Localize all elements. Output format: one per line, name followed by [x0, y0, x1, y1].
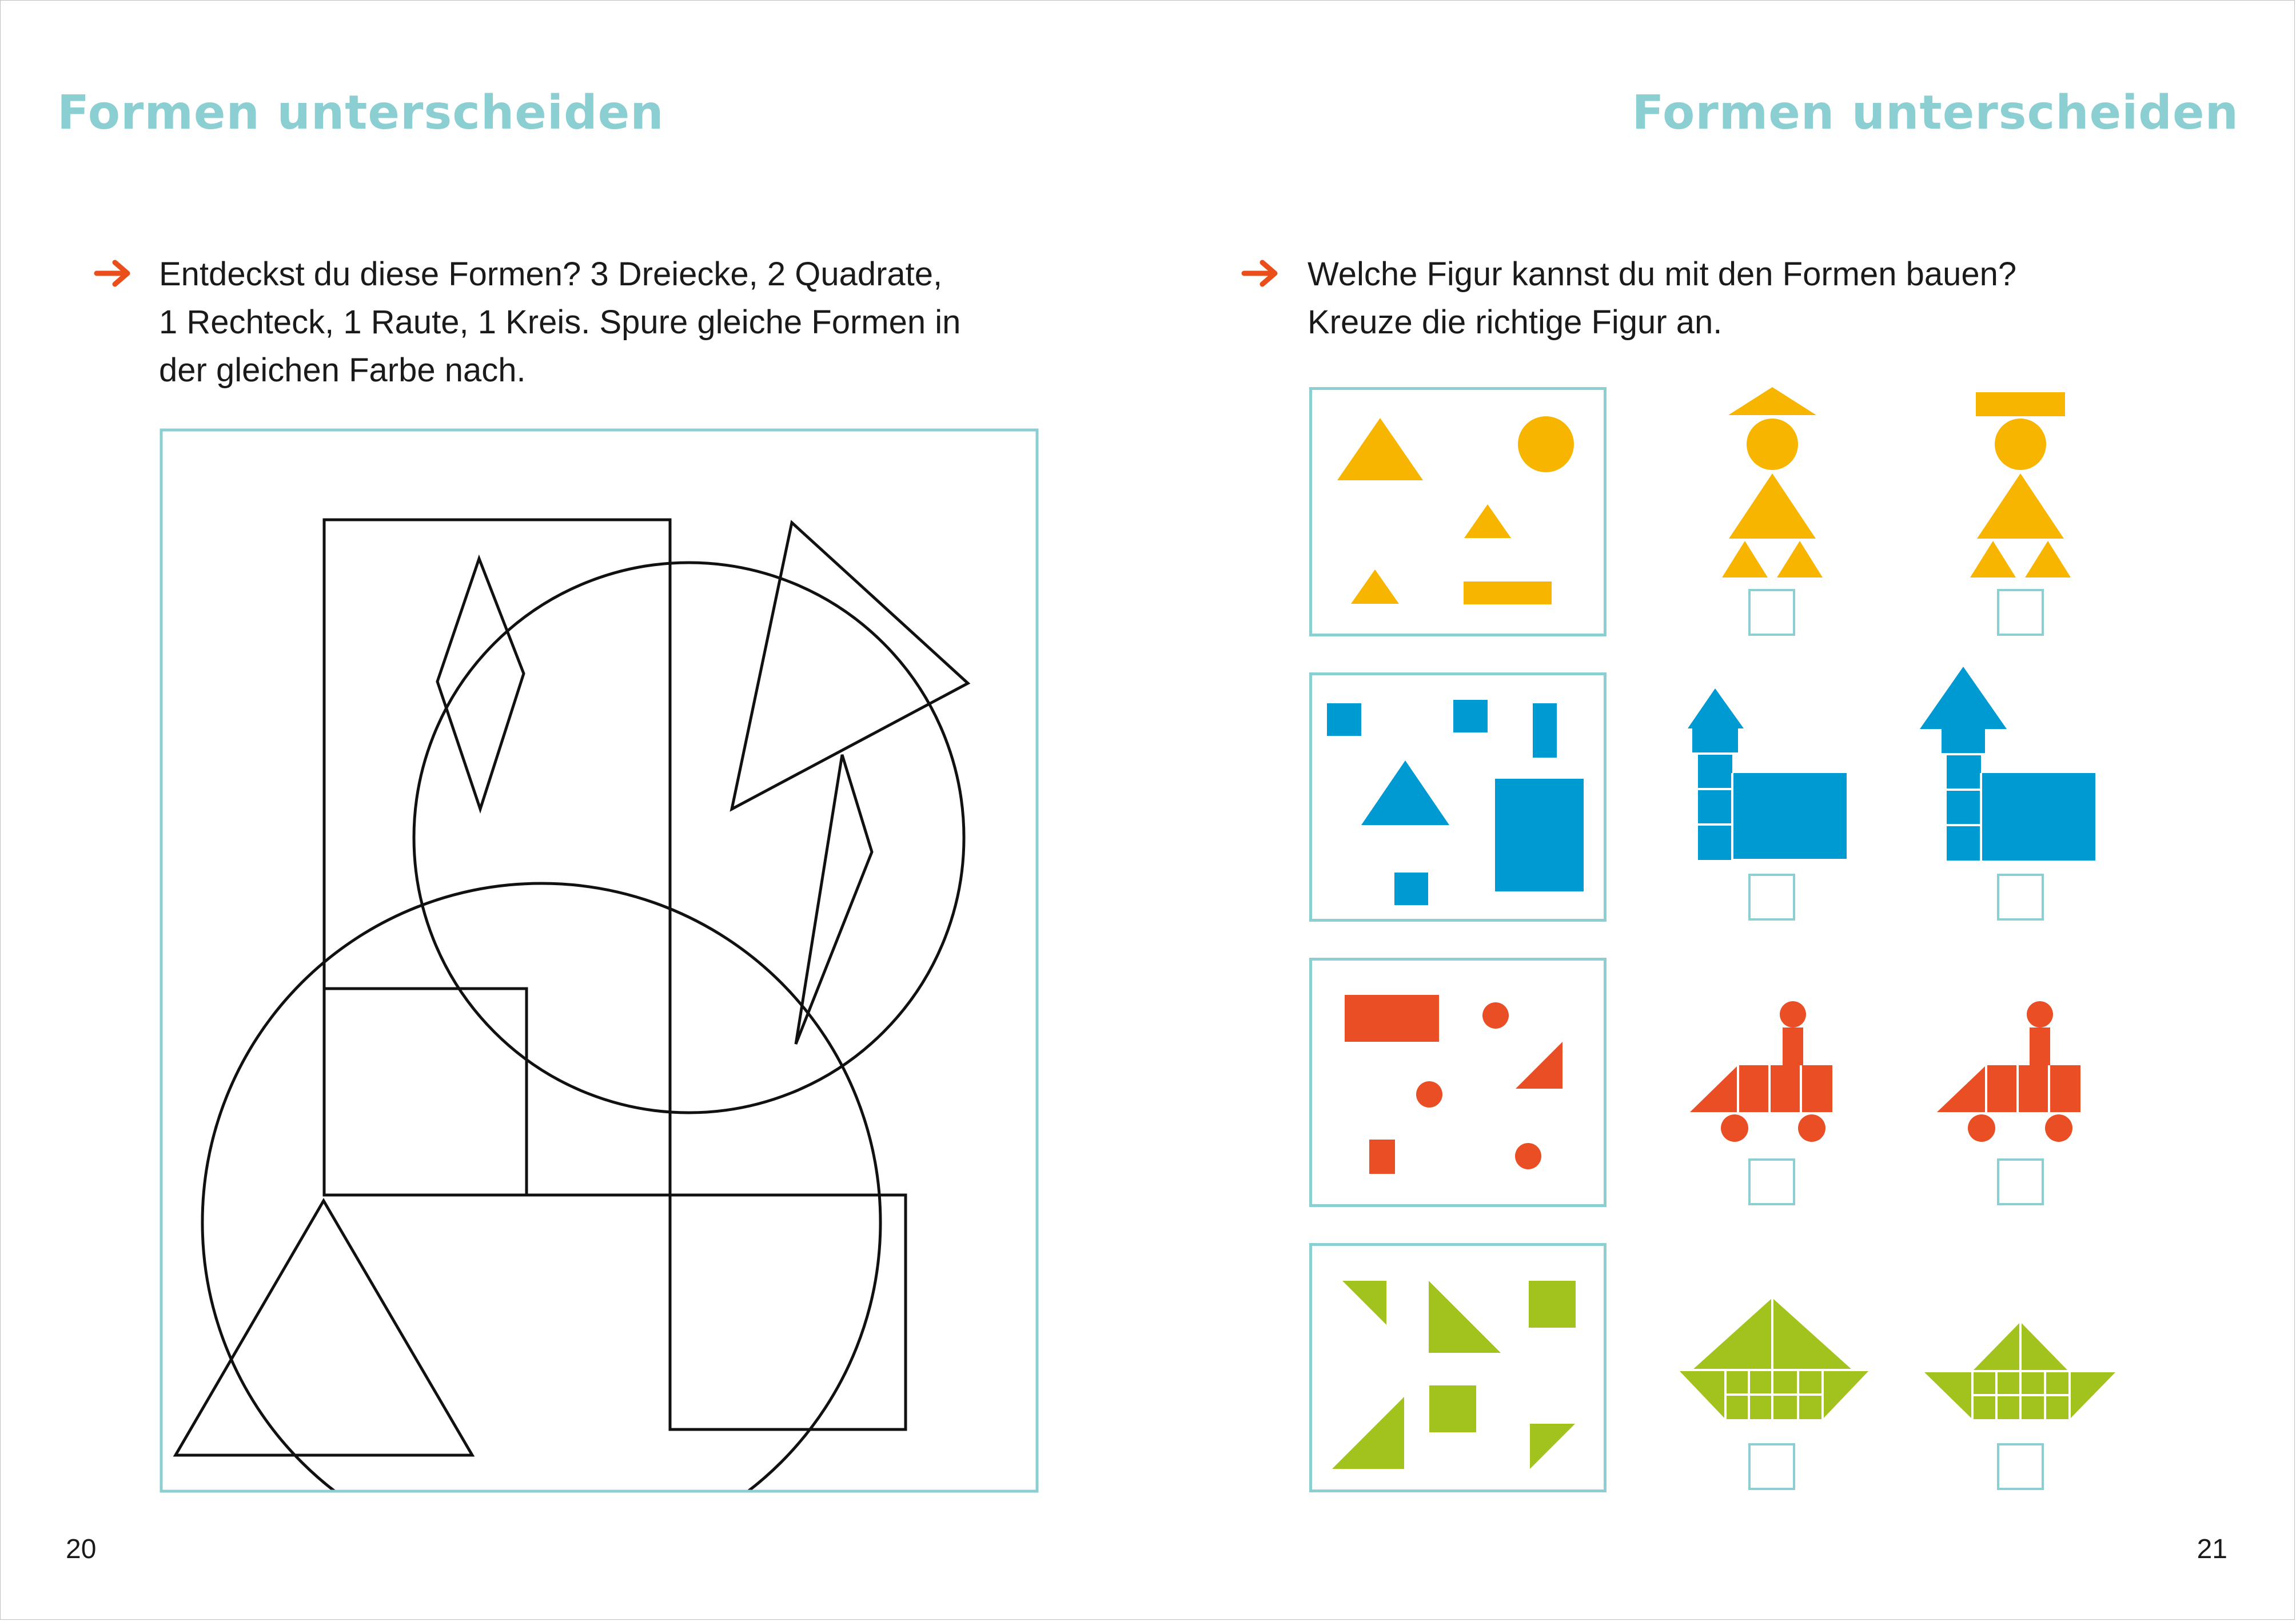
red-shapes — [1345, 995, 1562, 1174]
instruction-line: Kreuze die richtige Figur an. — [1308, 304, 1723, 341]
checkbox-yellow-a[interactable] — [1748, 589, 1795, 636]
page-number-right: 21 — [2197, 1534, 2227, 1564]
page-title-left: Formen unterscheiden — [57, 86, 664, 140]
red-figure-a — [1690, 1001, 1832, 1142]
page-number-left: 20 — [66, 1534, 97, 1564]
checkbox-blue-b[interactable] — [1997, 874, 2044, 921]
green-shapes — [1332, 1281, 1576, 1469]
checkbox-green-b[interactable] — [1997, 1443, 2044, 1490]
instruction-line: 1 Rechteck, 1 Raute, 1 Kreis. Spure gleiche Formen in — [159, 304, 961, 341]
instruction-line: der gleichen Farbe nach. — [159, 352, 526, 389]
checkbox-yellow-b[interactable] — [1997, 589, 2044, 636]
checkbox-red-b[interactable] — [1997, 1158, 2044, 1205]
blue-figure-b — [1920, 667, 2095, 861]
green-figure-a — [1679, 1298, 1870, 1419]
yellow-figure-a — [1722, 387, 1823, 577]
yellow-shapes — [1337, 416, 1574, 604]
checkbox-blue-a[interactable] — [1748, 874, 1795, 921]
page-title-right: Formen unterscheiden — [1632, 86, 2239, 140]
green-figure-b — [1923, 1322, 2116, 1419]
blue-figure-a — [1688, 688, 1847, 860]
yellow-figure-b — [1970, 392, 2071, 577]
checkbox-red-a[interactable] — [1748, 1158, 1795, 1205]
instruction-line: Entdeckst du diese Formen? 3 Dreiecke, 2 Quadrate, — [159, 256, 943, 293]
checkbox-green-a[interactable] — [1748, 1443, 1795, 1490]
blue-shapes — [1327, 700, 1584, 905]
red-figure-b — [1937, 1001, 2080, 1142]
instruction-line: Welche Figur kannst du mit den Formen bauen? — [1308, 256, 2017, 293]
